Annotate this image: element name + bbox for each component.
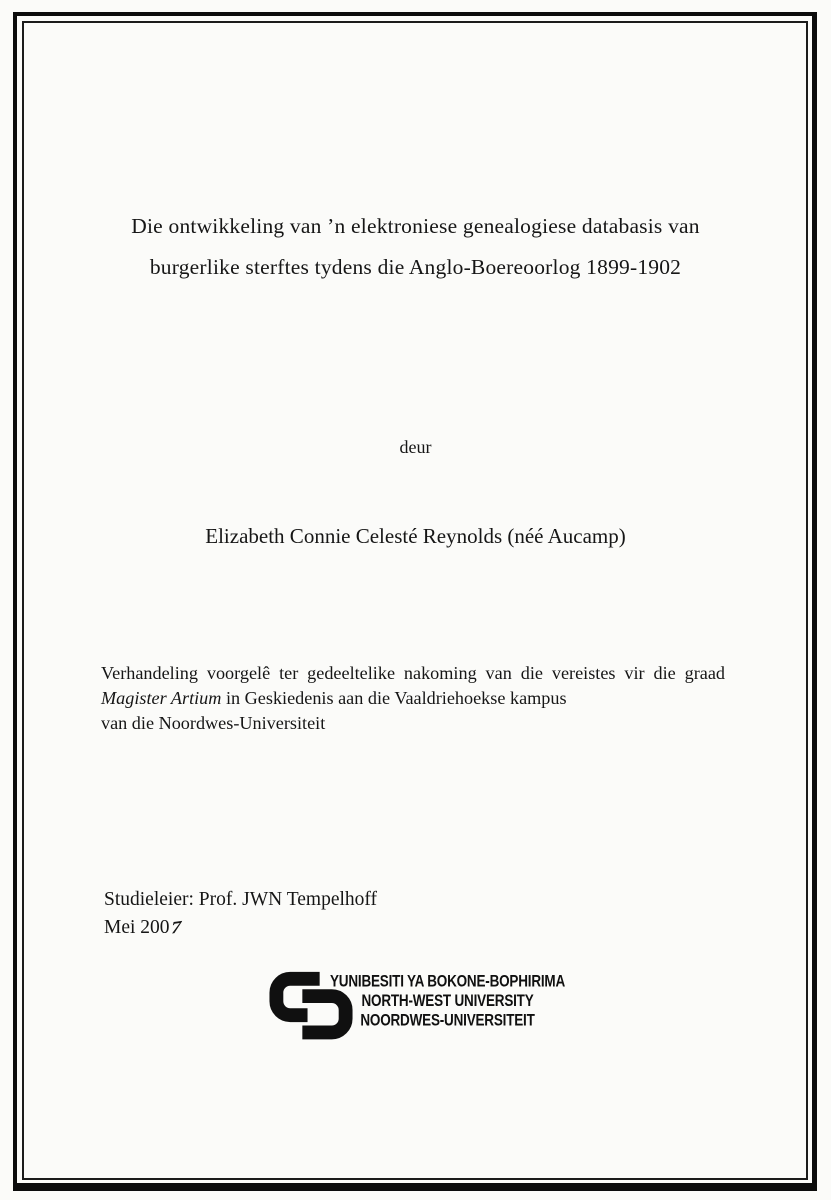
nwu-logo-wordmark (330, 972, 565, 1031)
thesis-statement (101, 661, 725, 736)
date-prefix: Mei 200 (104, 917, 170, 938)
nwu-logo (0, 962, 831, 1043)
supervisor-line: Studieleier: Prof. JWN Tempelhoff (104, 889, 378, 910)
supervisor-date-block (104, 886, 377, 942)
logo-line-afrikaans: NOORDWES-UNIVERSITEIT (360, 1011, 535, 1030)
author-name: Elizabeth Connie Celesté Reynolds (néé Aucamp) (205, 524, 626, 548)
logo-line-setswana: YUNIBESITI YA BOKONE-BOPHIRIMA (329, 972, 566, 991)
degree-name-italic: Magister Artium (101, 688, 222, 708)
logo-line-english: NORTH-WEST UNIVERSITY (361, 991, 534, 1010)
statement-part2: in Geskiedenis aan die Vaaldriehoekse kampus (221, 688, 567, 708)
thesis-title (0, 206, 831, 288)
statement-part3: van die Noordwes-Universiteit (101, 713, 326, 733)
date-line (104, 914, 377, 942)
statement-part1: Verhandeling voorgelê ter gedeeltelike nakoming van die vereistes vir die graad (101, 663, 725, 683)
date-final-digit: 7 (168, 917, 183, 939)
thesis-title-line1: Die ontwikkeling van ’n elektroniese genealogiese databasis van (131, 214, 700, 238)
thesis-title-line2: burgerlike sterftes tydens die Anglo-Boereoorlog 1899-1902 (149, 255, 682, 279)
byline-deur: deur (399, 437, 432, 457)
